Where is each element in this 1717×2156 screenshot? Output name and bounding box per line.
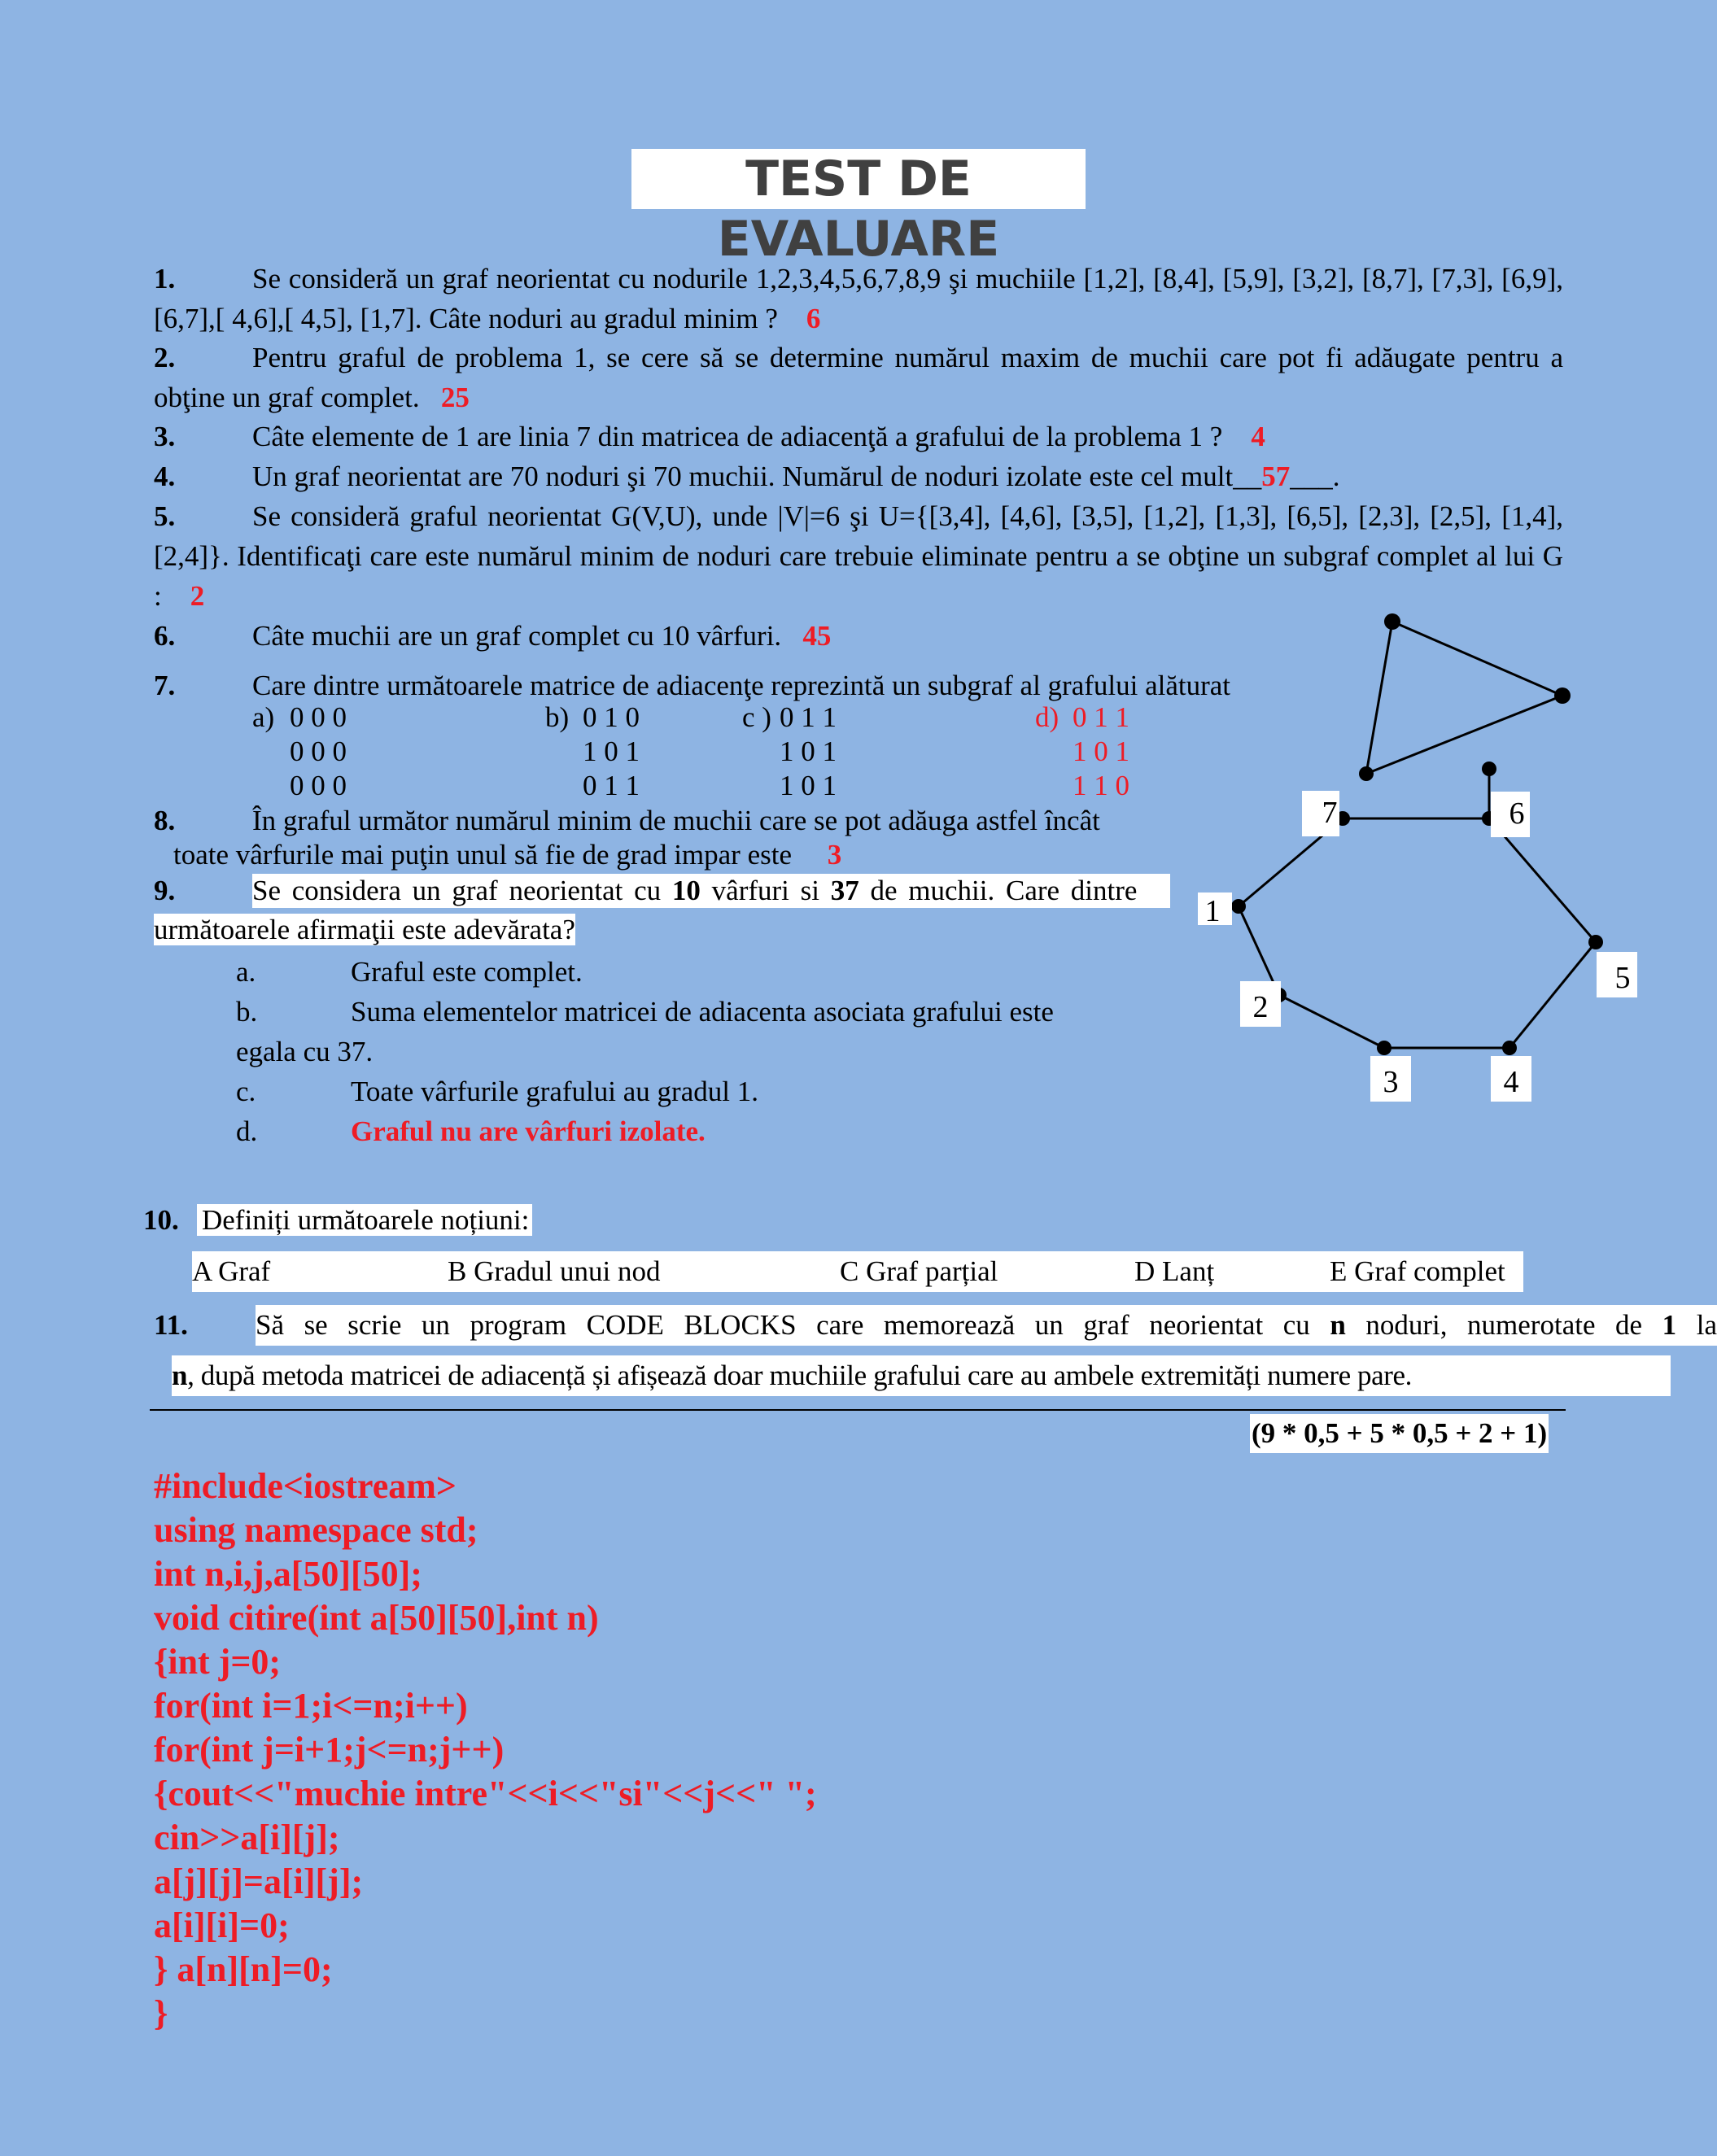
graph-node	[1482, 762, 1496, 776]
question-4	[154, 456, 1563, 496]
code-line: } a[n][n]=0;	[154, 1949, 333, 1989]
graph-node	[1231, 899, 1246, 914]
question-number: 4.	[154, 460, 176, 492]
question-number: 1.	[154, 263, 176, 295]
matrix-row: 1 0 1	[583, 735, 640, 767]
text-part: , după metoda matricei de adiacență și afișează doar muchiile grafului care au ambele extremități numere pare.	[187, 1360, 1413, 1391]
question-bold: 10	[671, 875, 701, 906]
option-a	[236, 952, 1054, 992]
graph-diagram	[1188, 602, 1631, 1123]
graph-node	[1384, 613, 1400, 630]
question-number: 5.	[154, 500, 176, 532]
question-7	[154, 666, 1293, 705]
question-text: Câte elemente de 1 are linia 7 din matricea de adiacenţă a grafului de la problema 1 ?	[252, 421, 1223, 452]
question-10	[143, 1200, 532, 1241]
question-3	[154, 417, 1563, 456]
question-text: Care dintre următoarele matrice de adiacenţe reprezintă un subgraf al grafului alăturat	[252, 670, 1231, 701]
code-line: }	[154, 1993, 168, 2033]
option-label: b)	[545, 701, 570, 733]
option-label: a.	[236, 956, 256, 988]
text-part: noduri, numerotate de	[1345, 1309, 1662, 1341]
graph-node	[1359, 766, 1374, 781]
option-text: Toate vârfurile grafului au gradul 1.	[351, 1076, 758, 1107]
code-line: void citire(int a[50][50],int n)	[154, 1598, 599, 1638]
notion-item: A Graf	[192, 1255, 271, 1287]
code-block	[154, 1464, 817, 2036]
node-label-2: 2	[1252, 990, 1269, 1024]
graph-node	[1554, 687, 1571, 704]
matrix-row: 0 1 1	[1073, 701, 1129, 733]
option-label: d.	[236, 1115, 258, 1147]
graph-edge	[1509, 942, 1596, 1048]
code-line: a[i][i]=0;	[154, 1905, 290, 1945]
question-bold: 37	[830, 875, 859, 906]
graph-node	[1502, 1041, 1517, 1055]
text-bold: 1	[1662, 1309, 1677, 1341]
notion-item: C Graf parțial	[840, 1255, 998, 1287]
code-line: cin>>a[i][j];	[154, 1818, 340, 1857]
question-text: Se considera un graf neorientat cu	[252, 875, 672, 906]
question-text: Se consideră un graf neorientat cu nodurile 1,2,3,4,5,6,7,8,9 şi muchiile [1,2], [8,4], [5,9], [3,2], [8,7], [7,3], [6,9], [6,7],[ 4,6],[ 4,5], [1,7]. Câte noduri au gradul minim ?	[154, 263, 1563, 334]
question-number: 7.	[154, 670, 176, 701]
question-1	[154, 259, 1563, 338]
matrix-row: 0 1 1	[583, 770, 640, 801]
code-line: int n,i,j,a[50][50];	[154, 1554, 422, 1594]
matrix-row: 0 0 0	[290, 735, 347, 767]
question-text: Se consideră graful neorientat G(V,U), unde |V|=6 şi U={[3,4], [4,6], [3,5], [1,2], [1,3], [6,5], [2,3], [2,5], [1,4], [2,4]}. Identificaţi care este numărul minim de noduri care trebuie eliminate pentru a se obţine un subgraf complet al lui G :	[154, 500, 1563, 612]
matrix-row: 0 0 0	[290, 770, 347, 801]
option-d	[236, 1111, 1054, 1151]
question-text: Câte muchii are un graf complet cu 10 vârfuri.	[252, 620, 782, 652]
option-text: Suma elementelor matricei de adiacenta asociata grafului este	[351, 996, 1054, 1028]
matrix-row: 1 0 1	[780, 735, 837, 767]
question-number: 10.	[143, 1204, 179, 1236]
code-line: #include<iostream>	[154, 1466, 457, 1506]
option-label: c )	[742, 701, 771, 733]
matrix-option-a	[252, 700, 347, 803]
answer-text: 4	[1251, 421, 1265, 452]
question-text-line-1	[256, 1305, 1717, 1346]
question-2	[154, 338, 1563, 417]
matrix-option-b	[545, 700, 640, 803]
question-text: Un graf neorientat are 70 noduri şi 70 muchii. Numărul de noduri izolate este cel mult__	[252, 460, 1262, 492]
question-9	[154, 874, 1170, 947]
answer-text: 25	[440, 382, 470, 413]
notion-item: E Graf complet	[1330, 1255, 1505, 1287]
answer-text: 57	[1261, 460, 1291, 492]
question-text: Pentru graful de problema 1, se cere să se determine numărul maxim de muchii care pot fi adăugate pentru a obţine un graf complet.	[154, 342, 1563, 413]
question-text: vârfuri si	[700, 875, 831, 906]
graph-edge	[1366, 696, 1562, 774]
node-label-6: 6	[1509, 796, 1525, 831]
matrix-option-c	[742, 700, 837, 803]
question-number: 3.	[154, 421, 176, 452]
answer-text: 6	[806, 303, 821, 334]
option-label: b.	[236, 996, 258, 1028]
option-b-continued: egala cu 37.	[236, 1036, 374, 1067]
question-text-line-2	[172, 1355, 1671, 1396]
question-5	[154, 496, 1563, 616]
text-bold: n	[172, 1360, 188, 1391]
matrix-option-d	[1035, 700, 1129, 803]
option-label: c.	[236, 1076, 256, 1107]
matrix-row: 1 0 1	[780, 770, 837, 801]
notion-item: D Lanț	[1134, 1255, 1215, 1287]
text-bold: n	[1330, 1309, 1346, 1341]
score-formula: (9 * 0,5 + 5 * 0,5 + 2 + 1)	[1250, 1414, 1549, 1453]
question-text-end: ___.	[1290, 460, 1340, 492]
option-b	[236, 992, 1054, 1032]
option-text: Graful este complet.	[351, 956, 583, 988]
graph-edge	[1366, 622, 1392, 774]
option-c	[236, 1071, 1054, 1111]
code-line: using namespace std;	[154, 1510, 478, 1550]
question-number: 9.	[154, 875, 176, 906]
option-label: a)	[252, 701, 275, 733]
question-text: de muchii. Care dintre	[858, 875, 1138, 906]
option-label: d)	[1035, 701, 1059, 733]
matrix-row: 0 0 0	[290, 701, 347, 733]
code-line: {cout<<"muchie intre"<<i<<"si"<<j<<" ";	[154, 1774, 817, 1813]
graph-node	[1588, 935, 1603, 949]
node-label-4: 4	[1503, 1065, 1519, 1099]
question-text: următoarele afirmaţii este adevărata?	[154, 914, 575, 945]
question-number: 11.	[154, 1309, 188, 1341]
question-number: 6.	[154, 620, 176, 652]
notion-item: B Gradul unui nod	[448, 1255, 661, 1287]
graph-edge	[1279, 995, 1384, 1048]
graph-edge	[1392, 622, 1562, 696]
notions-list	[192, 1251, 1523, 1292]
question-8	[154, 804, 1100, 872]
matrix-row: 1 0 1	[1073, 735, 1129, 767]
answer-text: 45	[802, 620, 832, 652]
answer-text: 3	[827, 839, 842, 871]
code-line: for(int j=i+1;j<=n;j++)	[154, 1730, 505, 1770]
code-line: {int j=0;	[154, 1642, 282, 1682]
text-part: Să se scrie un program CODE BLOCKS care memorează un graf neorientat cu	[256, 1309, 1330, 1341]
node-label-7: 7	[1322, 796, 1338, 830]
text-part: la	[1676, 1309, 1717, 1341]
page-title: TEST DE EVALUARE	[631, 149, 1086, 209]
question-number: 8.	[154, 805, 176, 836]
matrix-row: 1 1 0	[1073, 770, 1129, 801]
node-label-5: 5	[1614, 961, 1631, 995]
matrix-row: 0 1 0	[583, 701, 640, 733]
question-9-options	[236, 952, 1054, 1151]
code-line: for(int i=1;i<=n;i++)	[154, 1686, 468, 1726]
node-label-3: 3	[1383, 1065, 1399, 1099]
divider-line	[150, 1409, 1566, 1411]
question-text: Definiți următoarele noțiuni:	[197, 1204, 532, 1236]
question-number: 2.	[154, 342, 176, 373]
question-text: toate vârfurile mai puţin unul să fie de grad impar este	[173, 839, 793, 871]
matrix-row: 0 1 1	[780, 701, 837, 733]
code-line: a[j][j]=a[i][j];	[154, 1861, 364, 1901]
question-text: În graful următor numărul minim de muchii care se pot adăuga astfel încât	[252, 805, 1100, 836]
option-text: Graful nu are vârfuri izolate.	[351, 1115, 706, 1147]
answer-text: 2	[190, 580, 205, 612]
node-label-1: 1	[1204, 894, 1221, 928]
graph-node	[1377, 1041, 1392, 1055]
